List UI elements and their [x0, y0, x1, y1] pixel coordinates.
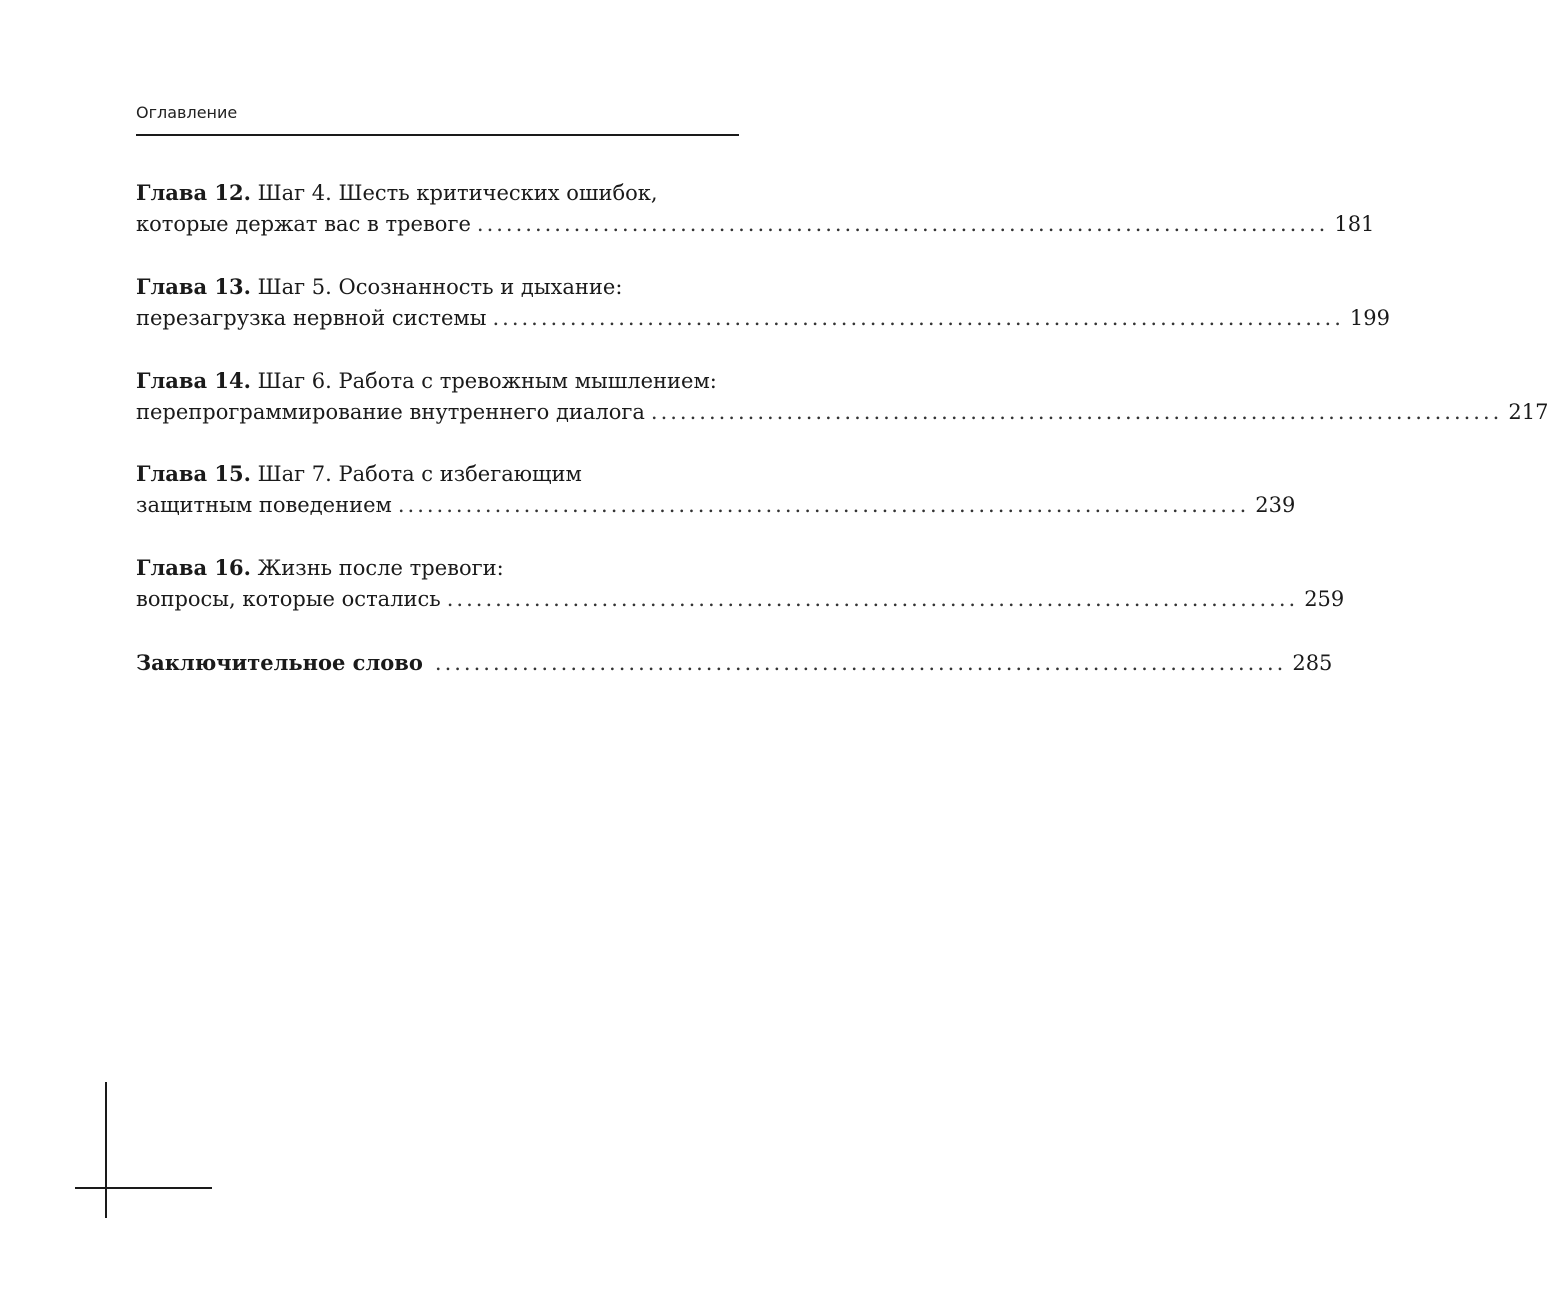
toc-entry-heading [136, 552, 737, 584]
chapter-subtitle: вопросы, которые остались [136, 587, 441, 611]
page-number: 285 [1292, 651, 1333, 675]
toc-entry-heading [136, 271, 737, 303]
running-header: Оглавление [136, 103, 238, 122]
dot-leader: ........................................................................................ [476, 212, 1329, 236]
chapter-label: Глава 14. [136, 368, 251, 393]
chapter-subtitle: перезагрузка нервной системы [136, 306, 487, 330]
page-number: 181 [1334, 212, 1375, 236]
chapter-label: Глава 15. [136, 461, 251, 486]
chapter-label: Глава 16. [136, 555, 251, 580]
chapter-subtitle: защитным поведением [136, 493, 392, 517]
dot-leader: ........................................................................................ [446, 587, 1299, 611]
toc-entry-14[interactable] [136, 365, 1548, 428]
chapter-subtitle: перепрограммирование внутреннего диалога [136, 400, 645, 424]
crop-mark-vertical [105, 1082, 107, 1218]
toc-entry-15[interactable] [136, 458, 1296, 521]
toc-entry-final[interactable] [136, 647, 1333, 679]
toc-entry-13[interactable] [136, 271, 1390, 334]
dot-leader: ........................................................................................ [434, 651, 1287, 675]
dot-leader: ........................................................................................ [492, 306, 1344, 330]
page-number: 217 [1508, 400, 1548, 424]
dot-leader: ........................................................................................ [397, 493, 1250, 517]
toc-entry-line [136, 303, 1390, 334]
page-number: 239 [1255, 493, 1296, 517]
toc-entry-line [136, 584, 1345, 615]
chapter-title: Жизнь после тревоги: [250, 556, 504, 580]
crop-mark-horizontal [75, 1187, 212, 1189]
chapter-title: Шаг 7. Работа с избегающим [250, 462, 582, 486]
toc-entry-12[interactable] [136, 177, 1375, 240]
chapter-label: Глава 13. [136, 274, 251, 299]
dot-leader: ........................................................................................ [650, 400, 1503, 424]
toc-entry-heading [136, 365, 737, 397]
toc-entry-line [136, 397, 1548, 428]
page-number: 259 [1304, 587, 1345, 611]
toc-entry-heading [136, 177, 737, 209]
toc-entry-line [136, 209, 1375, 240]
chapter-title: Шаг 4. Шесть критических ошибок, [250, 181, 658, 205]
toc-entry-heading [136, 458, 737, 490]
toc-entry-line [136, 490, 1296, 521]
header-rule [136, 134, 739, 136]
chapter-subtitle: которые держат вас в тревоге [136, 212, 471, 236]
toc-entry-16[interactable] [136, 552, 1345, 615]
page-number: 199 [1349, 306, 1390, 330]
chapter-title: Шаг 5. Осознанность и дыхание: [250, 275, 623, 299]
final-label: Заключительное слово [136, 650, 423, 675]
toc-entry-line [136, 647, 1333, 679]
chapter-title: Шаг 6. Работа с тревожным мышлением: [250, 369, 717, 393]
chapter-label: Глава 12. [136, 180, 251, 205]
